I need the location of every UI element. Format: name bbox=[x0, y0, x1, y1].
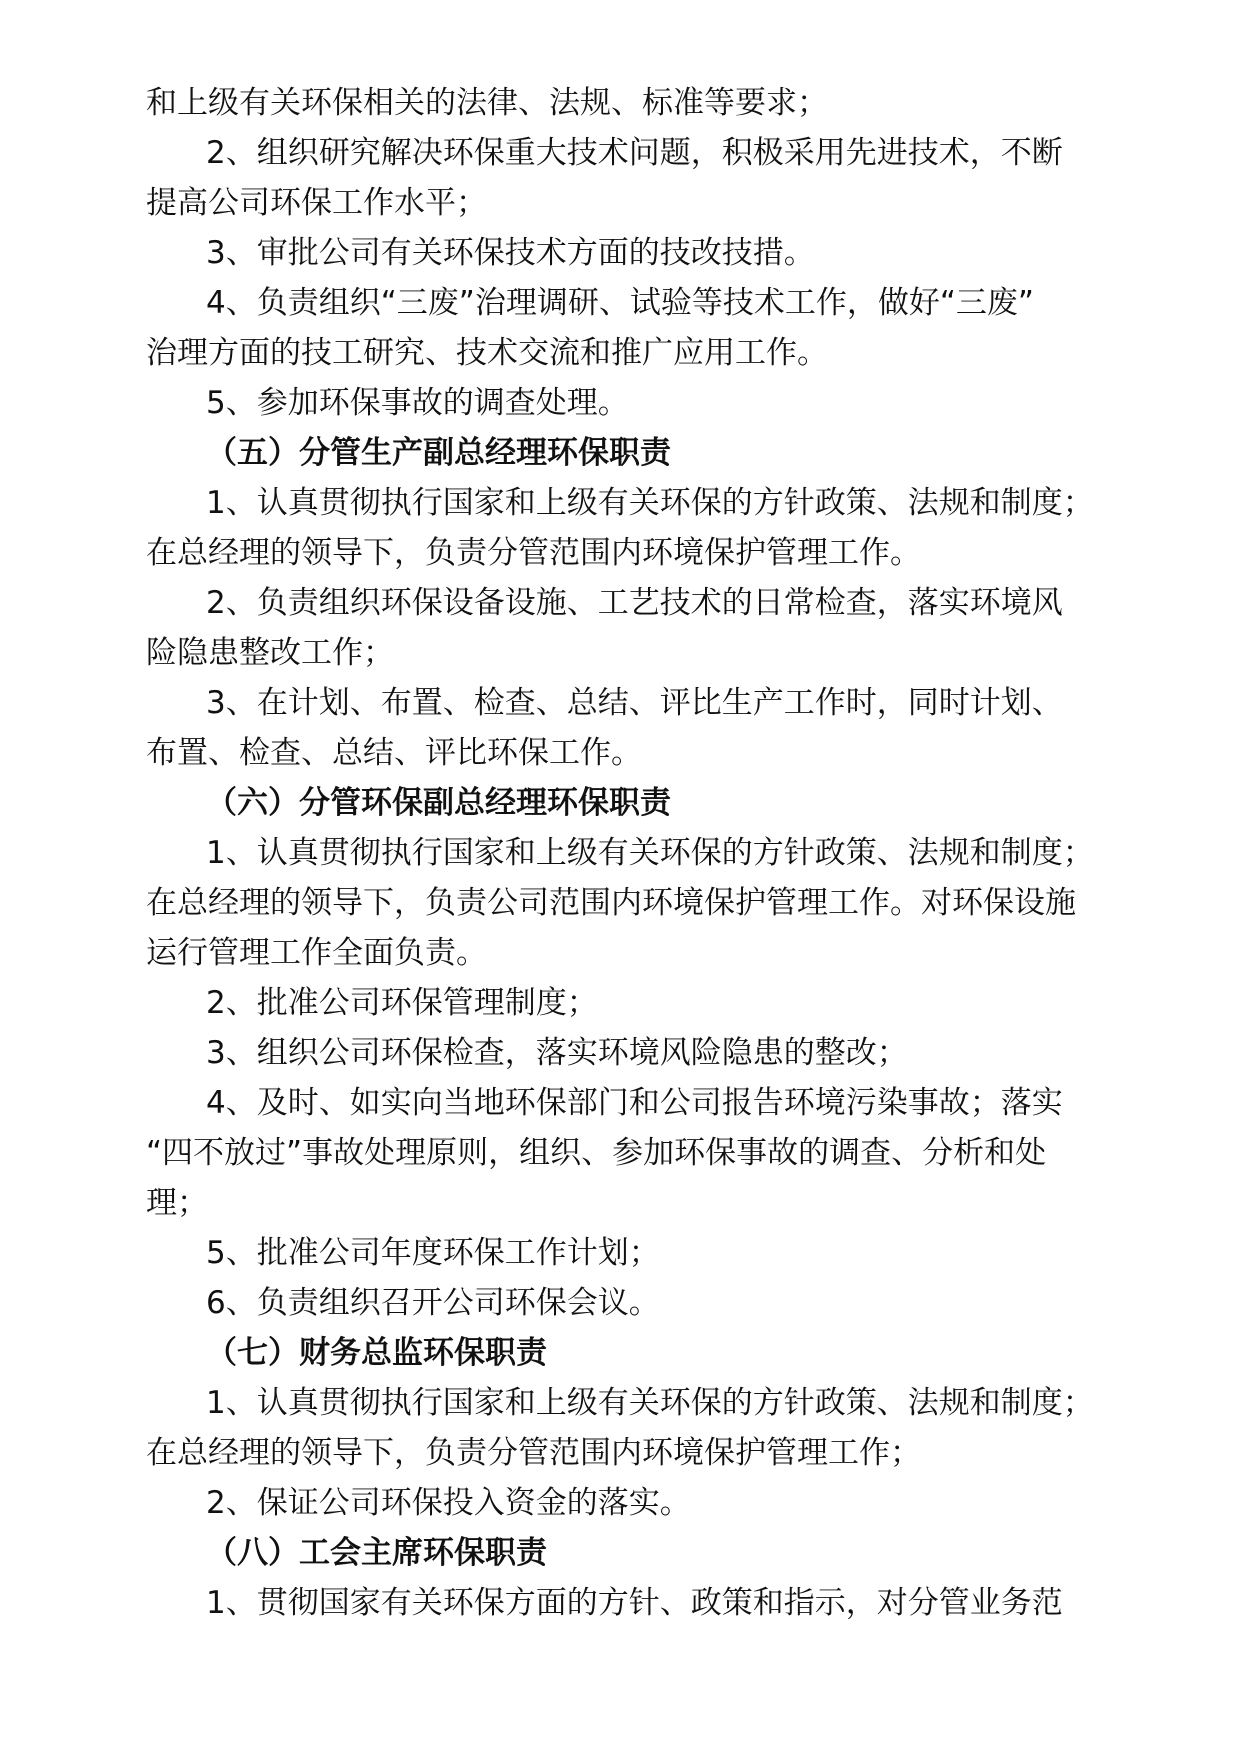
text-line-continuation: “四不放过”事故处理原则，组织、参加环保事故的调查、分析和处 bbox=[146, 1135, 1047, 1171]
list-item-2: 2、保证公司环保投入资金的落实。 bbox=[206, 1485, 691, 1521]
list-item-1: 1、贯彻国家有关环保方面的方针、政策和指示，对分管业务范 bbox=[206, 1585, 1063, 1621]
text-line-continuation: 运行管理工作全面负责。 bbox=[146, 935, 487, 971]
section-heading-5: （五）分管生产副总经理环保职责 bbox=[206, 435, 671, 471]
list-item-1: 1、认真贯彻执行国家和上级有关环保的方针政策、法规和制度； bbox=[206, 485, 1094, 521]
document-page bbox=[146, 78, 1136, 1628]
list-item-3: 3、审批公司有关环保技术方面的技改技措。 bbox=[206, 235, 815, 271]
list-item-1: 1、认真贯彻执行国家和上级有关环保的方针政策、法规和制度； bbox=[206, 1385, 1094, 1421]
text-line-continuation: 在总经理的领导下，负责分管范围内环境保护管理工作； bbox=[146, 1435, 921, 1471]
list-item-4: 4、及时、如实向当地环保部门和公司报告环境污染事故；落实 bbox=[206, 1085, 1063, 1121]
list-item-1: 1、认真贯彻执行国家和上级有关环保的方针政策、法规和制度； bbox=[206, 835, 1094, 871]
text-line-continuation: 在总经理的领导下，负责分管范围内环境保护管理工作。 bbox=[146, 535, 921, 571]
list-item-2: 2、批准公司环保管理制度； bbox=[206, 985, 598, 1021]
text-line-continuation: 治理方面的技工研究、技术交流和推广应用工作。 bbox=[146, 335, 828, 371]
text-line-continuation: 提高公司环保工作水平； bbox=[146, 185, 487, 221]
list-item-4: 4、负责组织“三废”治理调研、试验等技术工作，做好“三废” bbox=[206, 285, 1034, 321]
section-heading-6: （六）分管环保副总经理环保职责 bbox=[206, 785, 671, 821]
text-line-continuation: 在总经理的领导下，负责公司范围内环境保护管理工作。对环保设施 bbox=[146, 885, 1076, 921]
text-line-continuation: 险隐患整改工作； bbox=[146, 635, 394, 671]
text-line-continuation: 和上级有关环保相关的法律、法规、标准等要求； bbox=[146, 85, 828, 121]
list-item-6: 6、负责组织召开公司环保会议。 bbox=[206, 1285, 660, 1321]
list-item-5: 5、批准公司年度环保工作计划； bbox=[206, 1235, 660, 1271]
list-item-2: 2、组织研究解决环保重大技术问题，积极采用先进技术，不断 bbox=[206, 135, 1063, 171]
list-item-3: 3、组织公司环保检查，落实环境风险隐患的整改； bbox=[206, 1035, 908, 1071]
list-item-2: 2、负责组织环保设备设施、工艺技术的日常检查，落实环境风 bbox=[206, 585, 1063, 621]
text-line-continuation: 理； bbox=[146, 1185, 208, 1221]
list-item-5: 5、参加环保事故的调查处理。 bbox=[206, 385, 629, 421]
section-heading-8: （八）工会主席环保职责 bbox=[206, 1535, 547, 1571]
text-line-continuation: 布置、检查、总结、评比环保工作。 bbox=[146, 735, 642, 771]
list-item-3: 3、在计划、布置、检查、总结、评比生产工作时，同时计划、 bbox=[206, 685, 1063, 721]
section-heading-7: （七）财务总监环保职责 bbox=[206, 1335, 547, 1371]
